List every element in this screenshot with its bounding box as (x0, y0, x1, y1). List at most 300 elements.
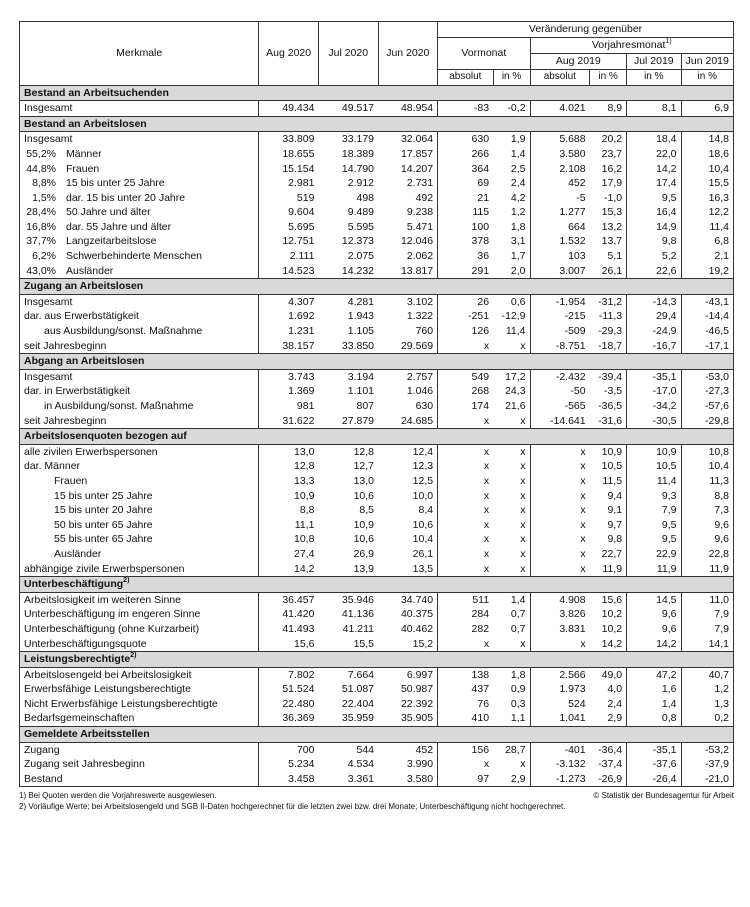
vormonat-pct: 2,5 (493, 161, 530, 176)
vormonat-absolut: 115 (472, 206, 490, 219)
table-row (20, 384, 734, 399)
vorjahr-pct-jul: 10,5 (627, 459, 681, 474)
vorjahr-pct-aug: 17,9 (590, 176, 627, 191)
value-jun-2020: 3.580 (378, 772, 438, 787)
header-merkmale: Merkmale (20, 22, 259, 86)
row-label-text: Arbeitslosigkeit im weiteren Sinne (24, 593, 181, 606)
value-aug-2020: 36.457 (282, 593, 315, 606)
value-jun-2020: 40.375 (378, 607, 438, 622)
row-label-text: Bedarfsgemeinschaften (24, 712, 135, 725)
value-aug-2020: 1.692 (288, 310, 315, 323)
value-jul-2020: 51.087 (341, 683, 375, 696)
header-jun-2019: Jun 2019 (681, 54, 733, 70)
table-row (20, 682, 734, 697)
vorjahr-pct-aug: 11,5 (590, 474, 627, 489)
table-row (20, 399, 734, 414)
section-title-text: Bestand an Arbeitslosen (24, 117, 147, 130)
share-percent: 37,7% (26, 235, 56, 248)
value-jun-2020: 9.238 (378, 205, 438, 220)
section-title (20, 652, 734, 668)
vormonat-absolut: -83 (473, 102, 490, 115)
value-jun-2020: 22.392 (378, 697, 438, 712)
vormonat-absolut: 378 (471, 235, 490, 248)
vormonat-pct: 0,7 (493, 622, 530, 637)
vorjahr-pct-aug: 16,2 (590, 161, 627, 176)
vorjahr-absolut: 1.532 (559, 235, 586, 248)
section-title (20, 85, 734, 101)
vormonat-absolut: x (483, 414, 490, 427)
source-note: © Statistik der Bundesagentur für Arbeit (593, 791, 734, 801)
value-jun-2020: 760 (378, 324, 438, 339)
vorjahr-pct-jul: 14,2 (627, 636, 681, 651)
row-label-text: abhängige zivile Erwerbspersonen (24, 562, 185, 575)
vormonat-pct: 24,3 (493, 384, 530, 399)
row-label (20, 294, 259, 309)
value-jul-2020: 10,6 (353, 533, 375, 546)
row-label-text: Bestand (24, 772, 63, 785)
vorjahr-pct-jun: 10,8 (708, 445, 729, 458)
row-label (20, 562, 259, 577)
value-jul-2020: 4.534 (347, 758, 375, 771)
value-jun-2020: 630 (378, 399, 438, 414)
value-jun-2020: 2.062 (378, 249, 438, 264)
value-jul-2020: 26,9 (353, 547, 375, 560)
value-aug-2020: 18.655 (282, 147, 315, 160)
header-in-pct: in % (681, 70, 733, 86)
section-title-text: Bestand an Arbeitsuchenden (24, 86, 169, 99)
vorjahr-absolut: 3.831 (559, 622, 586, 635)
value-aug-2020: 981 (296, 400, 315, 413)
row-label (20, 592, 259, 607)
header-vorjahresmonat (530, 38, 733, 54)
vormonat-pct: x (493, 414, 530, 429)
vorjahr-pct-aug: -36,4 (590, 742, 627, 757)
value-jun-2020: 48.954 (378, 101, 438, 117)
vorjahr-absolut: -1.954 (555, 295, 586, 308)
row-label-text: Ausländer (66, 264, 114, 277)
row-label (20, 339, 259, 354)
table-row (20, 220, 734, 235)
row-label-text: seit Jahresbeginn (24, 414, 107, 427)
value-jul-2020: 35.959 (341, 712, 375, 725)
vorjahr-pct-jul: -26,4 (627, 772, 681, 787)
section-header-row (20, 354, 734, 370)
value-aug-2020: 5.234 (288, 758, 315, 771)
row-label-text: 50 Jahre und älter (66, 206, 151, 219)
vormonat-pct: x (493, 489, 530, 504)
row-label (20, 399, 259, 414)
value-jul-2020: 3.361 (347, 772, 375, 785)
table-row (20, 532, 734, 547)
vorjahr-absolut: -215 (564, 310, 586, 323)
vorjahr-pct-jul: 22,9 (627, 547, 681, 562)
row-label (20, 191, 259, 206)
section-title (20, 727, 734, 743)
vormonat-pct: 1,4 (493, 592, 530, 607)
header-in-pct: in % (627, 70, 681, 86)
vorjahr-pct-jul: -14,3 (627, 294, 681, 309)
header-absolut: absolut (530, 70, 590, 86)
footnote-marker: 2) (130, 652, 137, 660)
table-body (20, 85, 734, 787)
vorjahr-absolut: 3.007 (559, 264, 586, 277)
vormonat-pct: 2,9 (493, 772, 530, 787)
value-aug-2020: 4.307 (288, 295, 315, 308)
value-jul-2020: 41.136 (341, 608, 375, 621)
row-label (20, 682, 259, 697)
vorjahr-pct-jul: 10,9 (627, 444, 681, 459)
vormonat-pct: -0,2 (493, 101, 530, 117)
vorjahr-absolut: 1.973 (559, 683, 586, 696)
vorjahr-pct-aug: 9,7 (590, 518, 627, 533)
vorjahr-pct-jun: -53,2 (705, 743, 729, 756)
header-aug-2020: Aug 2020 (259, 22, 319, 86)
vorjahr-absolut: 1.041 (559, 712, 586, 725)
table-row (20, 547, 734, 562)
vormonat-absolut: 174 (471, 400, 490, 413)
vormonat-pct: 1,7 (493, 249, 530, 264)
vorjahr-pct-jul: 1,4 (627, 697, 681, 712)
vormonat-pct: 3,1 (493, 234, 530, 249)
value-aug-2020: 14,2 (294, 562, 315, 575)
vormonat-pct: 0,9 (493, 682, 530, 697)
table-row (20, 667, 734, 682)
vorjahr-absolut: -1.273 (555, 772, 586, 785)
vorjahr-pct-jun: 10,4 (708, 162, 729, 175)
vorjahr-absolut: x (580, 504, 586, 517)
value-aug-2020: 51.524 (282, 683, 315, 696)
vorjahr-pct-jun: 11,4 (709, 220, 729, 233)
row-label-text: dar. 55 Jahre und älter (66, 220, 172, 233)
vorjahr-pct-aug: 20,2 (590, 132, 627, 147)
vorjahr-absolut: -401 (564, 743, 586, 756)
value-jul-2020: 33.179 (341, 133, 375, 146)
row-label (20, 161, 259, 176)
vorjahr-absolut: 5.688 (559, 133, 586, 146)
value-jun-2020: 17.857 (378, 147, 438, 162)
vorjahr-pct-jun: -43,1 (705, 295, 729, 308)
footnotes (19, 790, 734, 812)
value-jul-2020: 12,7 (353, 460, 375, 473)
vormonat-absolut: x (483, 445, 490, 458)
table-row (20, 234, 734, 249)
value-jun-2020: 50.987 (378, 682, 438, 697)
row-label (20, 234, 259, 249)
value-jun-2020: 492 (378, 191, 438, 206)
value-aug-2020: 36.369 (282, 712, 315, 725)
value-jul-2020: 12.373 (341, 235, 375, 248)
table-row (20, 622, 734, 637)
vormonat-pct: 11,4 (493, 324, 530, 339)
vorjahr-pct-jul: 9,5 (627, 191, 681, 206)
value-aug-2020: 12,8 (294, 460, 315, 473)
value-aug-2020: 41.493 (282, 622, 315, 635)
vorjahr-absolut: x (580, 637, 586, 650)
table-row (20, 474, 734, 489)
vorjahr-pct-jul: 29,4 (627, 309, 681, 324)
row-label-text: Schwerbehinderte Menschen (66, 250, 202, 263)
vorjahr-pct-aug: -26,9 (590, 772, 627, 787)
header-in-pct: in % (590, 70, 627, 86)
value-jun-2020: 10,6 (378, 518, 438, 533)
vorjahr-pct-jul: -35,1 (627, 742, 681, 757)
table-row (20, 132, 734, 147)
table-row (20, 489, 734, 504)
vorjahr-absolut: x (580, 460, 586, 473)
vorjahr-absolut: 2.566 (559, 668, 586, 681)
vormonat-pct: 28,7 (493, 742, 530, 757)
vorjahr-pct-aug: 15,3 (590, 205, 627, 220)
value-jul-2020: 13,9 (353, 562, 375, 575)
vorjahr-pct-jun: 2,1 (714, 250, 729, 263)
row-label-text: Frauen (66, 162, 100, 175)
value-aug-2020: 3.458 (288, 772, 315, 785)
vorjahr-pct-aug: 23,7 (590, 147, 627, 162)
row-label-text: Frauen (54, 474, 88, 487)
section-header-row (20, 577, 734, 593)
value-aug-2020: 7.802 (288, 668, 315, 681)
value-jun-2020: 24.685 (378, 414, 438, 429)
vorjahr-pct-aug: 9,4 (590, 489, 627, 504)
vorjahr-pct-jun: 1,2 (714, 683, 729, 696)
value-jul-2020: 14.232 (341, 264, 375, 277)
vormonat-absolut: 437 (471, 683, 490, 696)
value-jun-2020: 12,3 (378, 459, 438, 474)
table-row (20, 147, 734, 162)
vorjahr-pct-jun: 7,9 (714, 622, 729, 635)
value-aug-2020: 10,9 (294, 489, 315, 502)
vorjahr-pct-jun: -37,9 (705, 758, 729, 771)
vormonat-absolut: x (483, 547, 490, 560)
vorjahr-pct-jun: 11,3 (709, 474, 729, 487)
value-aug-2020: 27,4 (294, 547, 315, 560)
vormonat-pct: 1,8 (493, 667, 530, 682)
value-aug-2020: 2.111 (289, 250, 315, 263)
section-title-text: Abgang an Arbeitslosen (24, 355, 145, 368)
value-jun-2020: 10,0 (378, 489, 438, 504)
table-row (20, 414, 734, 429)
table-row (20, 562, 734, 577)
header-jul-2019: Jul 2019 (627, 54, 681, 70)
vorjahr-pct-jul: 47,2 (627, 667, 681, 682)
vormonat-pct: x (493, 757, 530, 772)
value-aug-2020: 2.981 (288, 177, 315, 190)
vorjahr-pct-jun: 7,9 (714, 608, 729, 621)
section-title (20, 429, 734, 445)
vormonat-pct: 21,6 (493, 399, 530, 414)
vorjahr-pct-jun: 0,2 (714, 712, 729, 725)
header-jul-2020: Jul 2020 (318, 22, 378, 86)
vorjahr-pct-jul: 16,4 (627, 205, 681, 220)
vormonat-absolut: 69 (477, 177, 490, 190)
vorjahr-absolut: 3.826 (559, 608, 586, 621)
vormonat-pct: -12,9 (493, 309, 530, 324)
vormonat-pct: x (493, 339, 530, 354)
vorjahr-absolut: x (580, 489, 586, 502)
vorjahr-pct-jun: -46,5 (705, 325, 729, 338)
section-title (20, 116, 734, 132)
row-label-text: Insgesamt (24, 102, 73, 115)
value-jun-2020: 26,1 (378, 547, 438, 562)
value-jun-2020: 12.046 (378, 234, 438, 249)
table-row (20, 697, 734, 712)
vormonat-absolut: 511 (472, 593, 490, 606)
vormonat-pct: x (493, 444, 530, 459)
value-aug-2020: 14.523 (282, 264, 315, 277)
value-jul-2020: 49.517 (341, 102, 375, 115)
vormonat-pct: 1,1 (493, 711, 530, 726)
header-vormonat: Vormonat (438, 38, 530, 70)
value-aug-2020: 519 (296, 191, 315, 204)
table-row (20, 459, 734, 474)
vorjahr-pct-jun: 7,3 (714, 504, 729, 517)
vormonat-absolut: 97 (477, 772, 490, 785)
row-label (20, 711, 259, 726)
value-aug-2020: 13,3 (294, 474, 315, 487)
row-label-text: Nicht Erwerbsfähige Leistungsberechtigte (24, 697, 218, 710)
row-label (20, 369, 259, 384)
table-row (20, 757, 734, 772)
statistics-table-container (19, 21, 734, 812)
table-row (20, 324, 734, 339)
vorjahr-absolut: 452 (568, 177, 586, 190)
value-jun-2020: 14.207 (378, 161, 438, 176)
row-label (20, 757, 259, 772)
vorjahr-pct-jul: 22,0 (627, 147, 681, 162)
value-aug-2020: 10,8 (294, 533, 315, 546)
row-label (20, 622, 259, 637)
share-percent: 6,2% (32, 250, 56, 263)
table-row (20, 518, 734, 533)
section-title (20, 577, 734, 593)
section-header-row (20, 279, 734, 295)
vorjahr-pct-jun: 11,0 (709, 593, 729, 606)
table-row (20, 161, 734, 176)
row-label (20, 503, 259, 518)
value-aug-2020: 1.231 (288, 325, 315, 338)
vorjahr-pct-jul: -30,5 (627, 414, 681, 429)
table-row (20, 636, 734, 651)
vorjahr-pct-jun: 19,2 (708, 264, 729, 277)
footnote-2: 2) Vorläufige Werte; bei Arbeitslosengeld und SGB II-Daten hochgerechnet für die letzten zwei bzw. drei Monate; Unterbeschäftigung nicht hochgerechnet. (19, 802, 566, 812)
vorjahr-absolut: 2.108 (559, 162, 586, 175)
share-percent: 43,0% (26, 264, 56, 277)
vorjahr-absolut: x (580, 474, 586, 487)
vorjahr-pct-jun: -27,3 (705, 385, 729, 398)
value-jul-2020: 1.105 (347, 325, 375, 338)
vorjahr-absolut: 524 (568, 697, 586, 710)
vorjahr-pct-jun: 16,3 (708, 191, 729, 204)
vorjahr-pct-jul: 9,8 (627, 234, 681, 249)
value-aug-2020: 49.434 (282, 102, 315, 115)
section-header-row (20, 727, 734, 743)
vorjahr-pct-jun: 18,6 (708, 147, 729, 160)
value-jun-2020: 12,4 (378, 444, 438, 459)
row-label-text: 15 bis unter 20 Jahre (54, 504, 153, 517)
row-label-text: dar. 15 bis unter 20 Jahre (66, 191, 186, 204)
vormonat-pct: 1,9 (493, 132, 530, 147)
vorjahr-pct-jul: -16,7 (627, 339, 681, 354)
table-row (20, 742, 734, 757)
value-jul-2020: 13,0 (353, 474, 375, 487)
vorjahr-pct-jul: -24,9 (627, 324, 681, 339)
value-aug-2020: 8,8 (299, 504, 315, 517)
row-label (20, 607, 259, 622)
vorjahr-pct-aug: 10,9 (590, 444, 627, 459)
table-row (20, 205, 734, 220)
vorjahr-pct-aug: -11,3 (590, 309, 627, 324)
vorjahr-absolut: -50 (570, 385, 586, 398)
vorjahr-absolut: x (580, 533, 586, 546)
value-aug-2020: 31.622 (282, 414, 315, 427)
vorjahr-pct-aug: 9,1 (590, 503, 627, 518)
vormonat-absolut: 268 (471, 385, 490, 398)
row-label-text: dar. Männer (24, 460, 81, 473)
value-jun-2020: 40.462 (378, 622, 438, 637)
value-jul-2020: 12,8 (353, 445, 375, 458)
row-label-text: 55 bis unter 65 Jahre (54, 533, 153, 546)
vorjahr-pct-aug: -29,3 (590, 324, 627, 339)
value-aug-2020: 11,1 (294, 518, 315, 531)
share-percent: 44,8% (26, 162, 56, 175)
row-label (20, 489, 259, 504)
row-label (20, 132, 259, 147)
vormonat-pct: x (493, 474, 530, 489)
value-jun-2020: 29.569 (378, 339, 438, 354)
vorjahr-absolut: -2.432 (555, 370, 586, 383)
section-title-text: Unterbeschäftigung (24, 578, 124, 591)
vorjahr-pct-aug: 2,4 (590, 697, 627, 712)
footnote-1: 1) Bei Quoten werden die Vorjahreswerte ausgewiesen. (19, 791, 217, 801)
vorjahr-pct-jun: 12,2 (708, 206, 729, 219)
vormonat-absolut: 266 (471, 147, 490, 160)
value-jul-2020: 498 (356, 191, 375, 204)
vorjahr-absolut: -5 (576, 191, 586, 204)
value-jul-2020: 5.595 (347, 220, 375, 233)
row-label-text: Männer (66, 147, 102, 160)
vorjahr-pct-jun: 40,7 (708, 668, 729, 681)
row-label-text: Arbeitslosengeld bei Arbeitslosigkeit (24, 668, 192, 681)
header-jun-2020: Jun 2020 (378, 22, 438, 86)
vorjahr-pct-aug: 26,1 (590, 264, 627, 279)
row-label (20, 697, 259, 712)
vorjahr-pct-jun: -57,6 (705, 400, 729, 413)
vorjahr-absolut: -8.751 (555, 339, 586, 352)
value-jun-2020: 1.322 (378, 309, 438, 324)
vorjahr-absolut: 103 (568, 250, 586, 263)
vormonat-pct: 0,7 (493, 607, 530, 622)
value-aug-2020: 700 (296, 743, 315, 756)
value-aug-2020: 15,6 (294, 637, 315, 650)
vormonat-absolut: x (483, 460, 490, 473)
section-header-row (20, 652, 734, 668)
value-jul-2020: 41.211 (342, 622, 375, 635)
value-jul-2020: 7.664 (347, 668, 375, 681)
vorjahr-pct-jul: 9,5 (627, 518, 681, 533)
row-label-text: in Ausbildung/sonst. Maßnahme (44, 400, 194, 413)
vormonat-absolut: x (483, 562, 490, 575)
row-label (20, 324, 259, 339)
vormonat-absolut: 36 (477, 250, 490, 263)
row-label (20, 444, 259, 459)
row-label (20, 772, 259, 787)
vormonat-absolut: 26 (477, 295, 490, 308)
table-row (20, 294, 734, 309)
vorjahr-pct-jun: -17,1 (705, 339, 729, 352)
row-label (20, 101, 259, 117)
vorjahr-pct-aug: 10,5 (590, 459, 627, 474)
value-jul-2020: 2.075 (347, 250, 375, 263)
